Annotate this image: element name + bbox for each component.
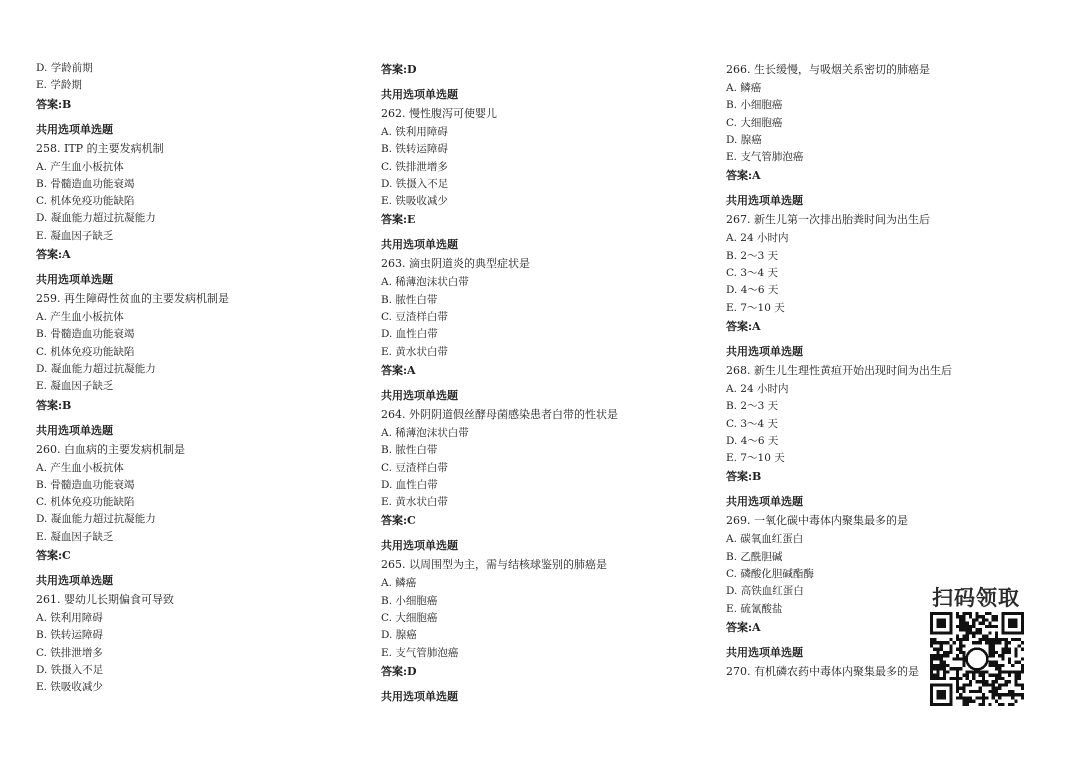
section-heading: 共用选项单选题 xyxy=(36,574,113,588)
option-line: B. 骨髓造血功能衰竭 xyxy=(36,177,135,190)
option-line: E. 支气管肺泡癌 xyxy=(381,646,459,659)
option-line: E. 支气管肺泡癌 xyxy=(726,151,804,164)
answer-line: 答案:B xyxy=(726,470,762,484)
option-line: E. 铁吸收减少 xyxy=(36,681,103,694)
answer-line: 答案:A xyxy=(36,248,71,262)
option-line: D. 学龄前期 xyxy=(36,62,93,74)
option-line: D. 4～6 天 xyxy=(726,284,779,297)
wechat-qr-code-icon[interactable] xyxy=(930,612,1024,706)
section-heading: 共用选项单选题 xyxy=(381,539,458,553)
section-heading: 共用选项单选题 xyxy=(36,122,113,136)
option-line: E. 凝血因子缺乏 xyxy=(36,380,114,393)
option-line: A. 鳞癌 xyxy=(726,82,762,94)
answer-line: 答案:A xyxy=(381,363,416,377)
option-line: E. 凝血因子缺乏 xyxy=(36,229,114,242)
option-line: E. 学龄期 xyxy=(36,79,82,92)
option-line: C. 大细胞癌 xyxy=(381,612,438,625)
question-line: 262. 慢性腹泻可使婴儿 xyxy=(381,107,497,120)
option-line: B. 2～3 天 xyxy=(726,400,779,413)
column-middle xyxy=(381,60,701,706)
option-line: D. 腺癌 xyxy=(726,133,762,146)
section-heading: 共用选项单选题 xyxy=(726,645,803,659)
option-line: D. 凝血能力超过抗凝能力 xyxy=(36,212,156,225)
column-left xyxy=(36,60,356,697)
section-heading: 共用选项单选题 xyxy=(381,388,458,402)
question-line: 260. 白血病的主要发病机制是 xyxy=(36,442,185,456)
question-line: 270. 有机磷农药中毒体内聚集最多的是 xyxy=(726,664,919,678)
option-line: C. 机体免疫功能缺陷 xyxy=(36,345,135,358)
option-line: A. 产生血小板抗体 xyxy=(36,160,124,173)
answer-line: 答案:B xyxy=(36,97,72,111)
question-line: 267. 新生儿第一次排出胎粪时间为出生后 xyxy=(726,213,930,227)
option-line: A. 产生血小板抗体 xyxy=(36,461,124,474)
option-line: D. 腺癌 xyxy=(381,629,417,642)
option-line: D. 血性白带 xyxy=(381,328,438,341)
option-line: C. 铁排泄增多 xyxy=(36,646,103,659)
option-line: D. 高铁血红蛋白 xyxy=(726,585,804,598)
question-line: 263. 滴虫阴道炎的典型症状是 xyxy=(381,257,530,271)
option-line: B. 2～3 天 xyxy=(726,249,779,262)
section-heading: 共用选项单选题 xyxy=(726,344,803,358)
option-line: B. 乙酰胆碱 xyxy=(726,550,783,563)
option-line: A. 产生血小板抗体 xyxy=(36,311,124,324)
qr-caption: 扫码领取 xyxy=(932,586,1020,610)
option-line: B. 脓性白带 xyxy=(381,293,438,306)
option-line: D. 铁摄入不足 xyxy=(381,177,449,190)
option-line: A. 铁利用障碍 xyxy=(381,126,448,138)
section-heading: 共用选项单选题 xyxy=(36,423,113,437)
question-line: 261. 婴幼儿长期偏食可导致 xyxy=(36,593,174,607)
question-line: 269. 一氧化碳中毒体内聚集最多的是 xyxy=(726,514,908,528)
option-line: C. 豆渣样白带 xyxy=(381,311,448,324)
question-line: 258. ITP 的主要发病机制 xyxy=(36,141,164,155)
option-line: E. 7～10 天 xyxy=(726,301,785,314)
option-line: A. 稀薄泡沫状白带 xyxy=(381,276,469,289)
option-line: B. 铁转运障碍 xyxy=(381,143,448,156)
question-line: 264. 外阴阴道假丝酵母菌感染患者白带的性状是 xyxy=(381,407,618,421)
option-line: D. 凝血能力超过抗凝能力 xyxy=(36,513,156,526)
option-line: E. 黄水状白带 xyxy=(381,345,448,358)
section-heading: 共用选项单选题 xyxy=(381,238,458,252)
option-line: C. 机体免疫功能缺陷 xyxy=(36,496,135,509)
answer-line: 答案:A xyxy=(726,319,761,333)
answer-line: 答案:D xyxy=(381,664,417,678)
option-line: E. 黄水状白带 xyxy=(381,496,448,509)
option-line: A. 24 小时内 xyxy=(726,382,789,395)
option-line: D. 凝血能力超过抗凝能力 xyxy=(36,362,156,375)
section-heading: 共用选项单选题 xyxy=(726,194,803,208)
section-heading: 共用选项单选题 xyxy=(381,88,458,101)
option-line: D. 铁摄入不足 xyxy=(36,663,104,676)
option-line: A. 鳞癌 xyxy=(381,577,417,590)
option-line: C. 磷酸化胆碱酯酶 xyxy=(726,568,814,581)
option-line: C. 3～4 天 xyxy=(726,417,779,430)
option-line: C. 大细胞癌 xyxy=(726,116,783,129)
option-line: D. 血性白带 xyxy=(381,478,438,491)
option-line: B. 小细胞癌 xyxy=(726,99,783,112)
option-line: C. 3～4 天 xyxy=(726,267,779,280)
answer-line: 答案:C xyxy=(36,549,71,563)
answer-line: 答案:A xyxy=(726,169,761,183)
answer-line: 答案:C xyxy=(381,514,416,528)
option-line: B. 骨髓造血功能衰竭 xyxy=(36,478,135,491)
option-line: B. 骨髓造血功能衰竭 xyxy=(36,328,135,341)
answer-line: 答案:B xyxy=(36,398,72,412)
option-line: A. 碳氧血红蛋白 xyxy=(726,533,804,546)
option-line: B. 小细胞癌 xyxy=(381,594,438,607)
option-line: E. 凝血因子缺乏 xyxy=(36,530,114,543)
option-line: E. 7～10 天 xyxy=(726,452,785,465)
option-line: D. 4～6 天 xyxy=(726,434,779,447)
answer-line: 答案:A xyxy=(726,620,761,634)
section-heading: 共用选项单选题 xyxy=(726,495,803,509)
question-line: 266. 生长缓慢，与吸烟关系密切的肺癌是 xyxy=(726,63,930,76)
section-heading: 共用选项单选题 xyxy=(381,689,458,703)
option-line: A. 铁利用障碍 xyxy=(36,612,103,625)
option-line: E. 硫氰酸盐 xyxy=(726,602,783,615)
option-line: C. 铁排泄增多 xyxy=(381,160,448,173)
option-line: C. 豆渣样白带 xyxy=(381,461,448,474)
option-line: B. 脓性白带 xyxy=(381,444,438,457)
answer-line: 答案:E xyxy=(381,213,416,227)
question-line: 265. 以周围型为主，需与结核球鉴别的肺癌是 xyxy=(381,558,607,572)
section-heading: 共用选项单选题 xyxy=(36,273,113,287)
question-line: 268. 新生儿生理性黄疸开始出现时间为出生后 xyxy=(726,363,952,377)
option-line: B. 铁转运障碍 xyxy=(36,629,103,642)
option-line: E. 铁吸收减少 xyxy=(381,195,448,208)
option-line: C. 机体免疫功能缺陷 xyxy=(36,195,135,208)
answer-line: 答案:D xyxy=(381,63,417,76)
question-line: 259. 再生障碍性贫血的主要发病机制是 xyxy=(36,292,229,306)
option-line: A. 稀薄泡沫状白带 xyxy=(381,426,469,439)
option-line: A. 24 小时内 xyxy=(726,232,789,245)
